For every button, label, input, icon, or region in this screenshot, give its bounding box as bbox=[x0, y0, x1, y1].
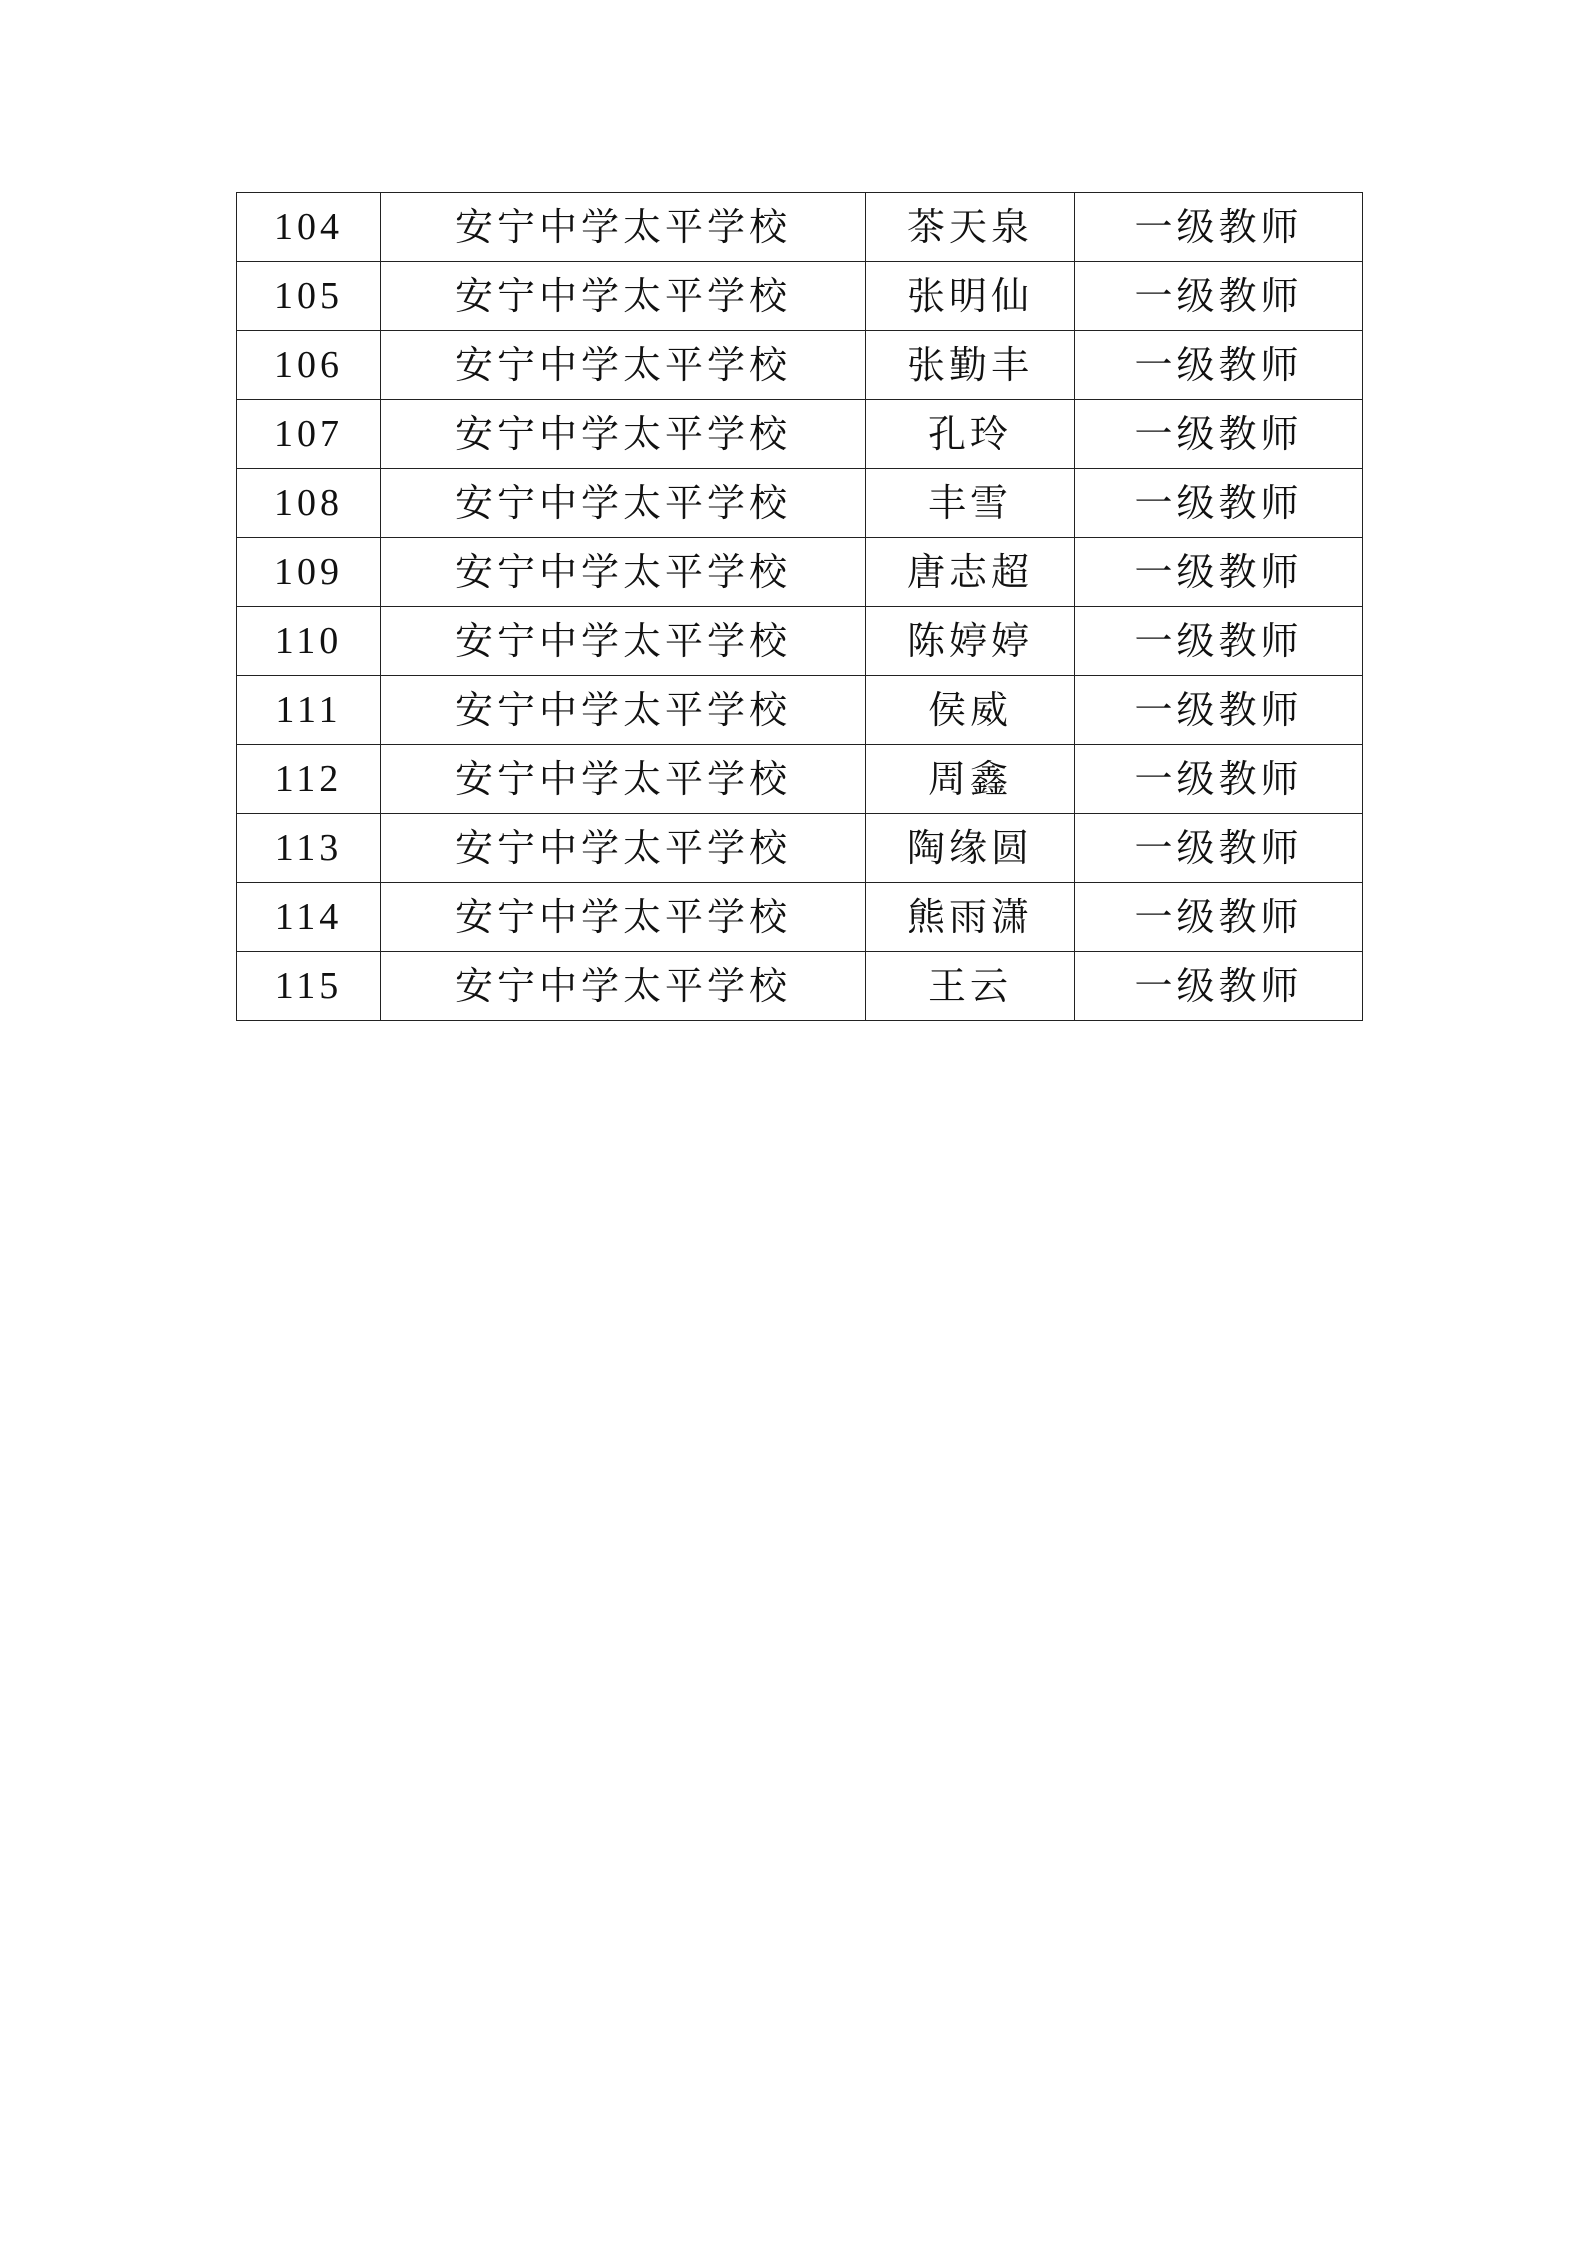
cell-title: 一级教师 bbox=[1075, 745, 1363, 814]
table-row bbox=[237, 814, 1363, 883]
cell-number: 107 bbox=[237, 400, 381, 469]
table-row bbox=[237, 883, 1363, 952]
cell-title: 一级教师 bbox=[1075, 883, 1363, 952]
cell-number: 115 bbox=[237, 952, 381, 1021]
cell-school: 安宁中学太平学校 bbox=[381, 193, 866, 262]
cell-school: 安宁中学太平学校 bbox=[381, 883, 866, 952]
cell-title: 一级教师 bbox=[1075, 193, 1363, 262]
cell-school: 安宁中学太平学校 bbox=[381, 400, 866, 469]
cell-school: 安宁中学太平学校 bbox=[381, 814, 866, 883]
cell-title: 一级教师 bbox=[1075, 607, 1363, 676]
teacher-table bbox=[236, 192, 1363, 1021]
cell-number: 106 bbox=[237, 331, 381, 400]
table-body bbox=[237, 193, 1363, 1021]
cell-school: 安宁中学太平学校 bbox=[381, 952, 866, 1021]
cell-number: 105 bbox=[237, 262, 381, 331]
cell-title: 一级教师 bbox=[1075, 262, 1363, 331]
cell-name: 孔玲 bbox=[866, 400, 1075, 469]
cell-title: 一级教师 bbox=[1075, 331, 1363, 400]
cell-school: 安宁中学太平学校 bbox=[381, 262, 866, 331]
cell-title: 一级教师 bbox=[1075, 676, 1363, 745]
cell-number: 109 bbox=[237, 538, 381, 607]
cell-name: 丰雪 bbox=[866, 469, 1075, 538]
cell-title: 一级教师 bbox=[1075, 952, 1363, 1021]
cell-school: 安宁中学太平学校 bbox=[381, 331, 866, 400]
cell-title: 一级教师 bbox=[1075, 400, 1363, 469]
cell-name: 张勤丰 bbox=[866, 331, 1075, 400]
cell-name: 侯威 bbox=[866, 676, 1075, 745]
cell-number: 110 bbox=[237, 607, 381, 676]
table-row bbox=[237, 400, 1363, 469]
cell-number: 111 bbox=[237, 676, 381, 745]
cell-name: 周鑫 bbox=[866, 745, 1075, 814]
cell-school: 安宁中学太平学校 bbox=[381, 745, 866, 814]
cell-name: 熊雨潇 bbox=[866, 883, 1075, 952]
table-row bbox=[237, 952, 1363, 1021]
cell-name: 王云 bbox=[866, 952, 1075, 1021]
cell-number: 104 bbox=[237, 193, 381, 262]
cell-name: 陶缘圆 bbox=[866, 814, 1075, 883]
cell-name: 张明仙 bbox=[866, 262, 1075, 331]
cell-school: 安宁中学太平学校 bbox=[381, 607, 866, 676]
table-row bbox=[237, 469, 1363, 538]
cell-title: 一级教师 bbox=[1075, 469, 1363, 538]
cell-number: 108 bbox=[237, 469, 381, 538]
cell-number: 113 bbox=[237, 814, 381, 883]
cell-school: 安宁中学太平学校 bbox=[381, 469, 866, 538]
cell-number: 114 bbox=[237, 883, 381, 952]
cell-title: 一级教师 bbox=[1075, 538, 1363, 607]
table-row bbox=[237, 676, 1363, 745]
cell-school: 安宁中学太平学校 bbox=[381, 676, 866, 745]
table-row bbox=[237, 538, 1363, 607]
table-row bbox=[237, 262, 1363, 331]
table-row bbox=[237, 193, 1363, 262]
cell-name: 陈婷婷 bbox=[866, 607, 1075, 676]
cell-school: 安宁中学太平学校 bbox=[381, 538, 866, 607]
table-row bbox=[237, 745, 1363, 814]
cell-title: 一级教师 bbox=[1075, 814, 1363, 883]
table-row bbox=[237, 331, 1363, 400]
cell-number: 112 bbox=[237, 745, 381, 814]
cell-name: 茶天泉 bbox=[866, 193, 1075, 262]
cell-name: 唐志超 bbox=[866, 538, 1075, 607]
table-row bbox=[237, 607, 1363, 676]
